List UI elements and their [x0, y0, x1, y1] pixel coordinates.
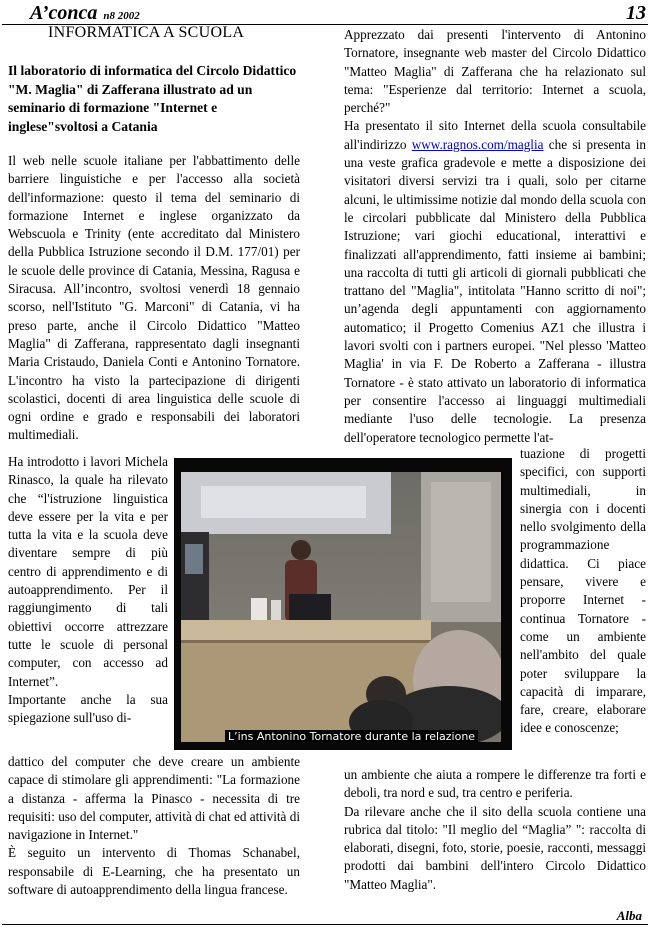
left-column-bottom	[8, 753, 300, 899]
paragraph: un ambiente che aiuta a rompere le differenze tra forti e deboli, tra nord e sud, tra centro e periferia.	[344, 767, 646, 801]
issue-label: n8 2002	[103, 10, 140, 22]
photo-frame	[174, 458, 512, 750]
magazine-title: A’conca n8 2002	[30, 2, 140, 24]
photo-caption: L’ins Antonino Tornatore durante la relazione	[225, 730, 478, 742]
right-column-bottom	[344, 766, 646, 894]
right-column-top	[344, 26, 646, 447]
paragraph: Importante anche la sua spiegazione sull'uso di-	[8, 691, 168, 726]
paragraph: È seguito un intervento di Thomas Schanabel, responsabile di E-Learning, che ha presentato un software di autoapprendimento della lingua francese.	[8, 845, 300, 898]
page-number: 13	[626, 2, 646, 24]
article-lead: Il laboratorio di informatica del Circolo Didattico "M. Maglia" di Zafferana illustrato ad un seminario di formazione "Internet e inglese"svoltosi a Catania	[8, 63, 297, 134]
footer-rule	[2, 924, 648, 925]
section-title: INFORMATICA A SCUOLA	[48, 24, 245, 41]
paragraph: Ha introdotto i lavori Michela Rinasco, la quale ha rilevato che “l'istruzione linguistica deve essere per la vita e per tutta la vita e la scuola deve diventare sempre di più centro di apprendimento e di autoapprendimento. Per il raggiungimento di tali obiettivi occorre attrezzare tutte le scuole di personal computer, con accesso ad Internet”.	[8, 454, 168, 689]
paragraph: Ha presentato il sito Internet della scuola consultabile all'indirizzo www.ragnos.com/maglia che si presenta in una veste grafica gradevole e mette a disposizione dei visitatori diversi servizi tra i quali, solo per citarne alcuni, le ultimissime notizie dal mondo della scuola con le circolari pubblicate dal Ministero della Pubblica Istruzione; vari giochi educational, interattivi e finalizzati all'apprendimento, fatti insieme ai bambini; una raccolta di tutti gli articoli di giornali pubblicati che trattano del "Maglia", intitolata "Hanno scritto di noi"; un’agenda degli appuntamenti con aggiornamento automatico; il Progetto Comenius AZ1 che illustra i lavori svolti con i partners europei. "Nel plesso 'Matteo Maglia' in via F. De Roberto a Zafferana - illustra Tornatore - è stato attivato un laboratorio di informatica per consentire l'accesso ai linguaggi multimediali mediante l'uso delle tecnologie. La presenza dell'operatore tecnologico permette l'at-	[344, 118, 647, 445]
page-header	[0, 0, 650, 24]
paragraph: Apprezzato dai presenti l'intervento di Antonino Tornatore, insegnante web master del Circolo Didattico "Matteo Maglia" di Zafferana che ha relazionato sul tema: "Esperienze dal territorio: Internet a scuola, perché?"	[344, 27, 646, 116]
paragraph: dattico del computer che deve creare un ambiente capace di stimolare gli apprendimenti: "La formazione a distanza - afferma la Pinasco - necessita di tre requisiti: uso del computer, attività di chat ed attività di navigazione in Internet."	[8, 754, 300, 843]
seminar-photo	[181, 472, 501, 742]
right-column-narrow	[520, 445, 646, 738]
author-signature: Alba	[616, 908, 642, 923]
paragraph: Il web nelle scuole italiane per l'abbattimento delle barriere linguistiche e per l'accesso alla società dell'informazione: questo il tema del seminario di formazione Internet e inglese organizzato da Webscuola e Trinity (ente accreditato dal Ministero della Pubblica Istruzione secondo il D.M. 177/01) per le scuole delle province di Catania, Messina, Ragusa e Siracusa. All’incontro, svoltosi venerdì 18 gennaio scorso, nell'Istituto "G. Marconi" di Catania, vi ha preso parte, anche il Circolo Didattico "Matteo Maglia" di Zafferana, rappresentato dagli insegnanti Maria Cristaudo, Daniela Conti e Antonino Tornatore. L'incontro ha visto la partecipazione di dirigenti scolastici, docenti di area linguistica delle scuole di ogni ordine e grado e responsabili dei laboratori multimediali.	[8, 153, 300, 443]
paragraph: tuazione di progetti specifici, con supporti multimediali, in sinergia con i docenti nello svolgimento della programmazione didattica. Ci piace pensare, vivere e proporre Internet - continua Tornatore - come un ambiente nell'ambito del quale poter sviluppare la capacità di imparare, fare, creare, elaborare idee e conoscenze;	[520, 446, 646, 736]
left-column-top	[8, 152, 300, 445]
left-column-narrow	[8, 453, 168, 727]
paragraph: Da rilevare anche che il sito della scuola contiene una rubrica dal titolo: "Il meglio del “Maglia” ": raccolta di elaborati, disegni, foto, storie, poesie, racconti, messaggi prodotti dai bambini dell'intero Circolo Didattico "Matteo Maglia".	[344, 803, 646, 892]
seminar-photo-illustration	[181, 472, 501, 742]
school-website-link[interactable]: www.ragnos.com/maglia	[411, 136, 544, 152]
